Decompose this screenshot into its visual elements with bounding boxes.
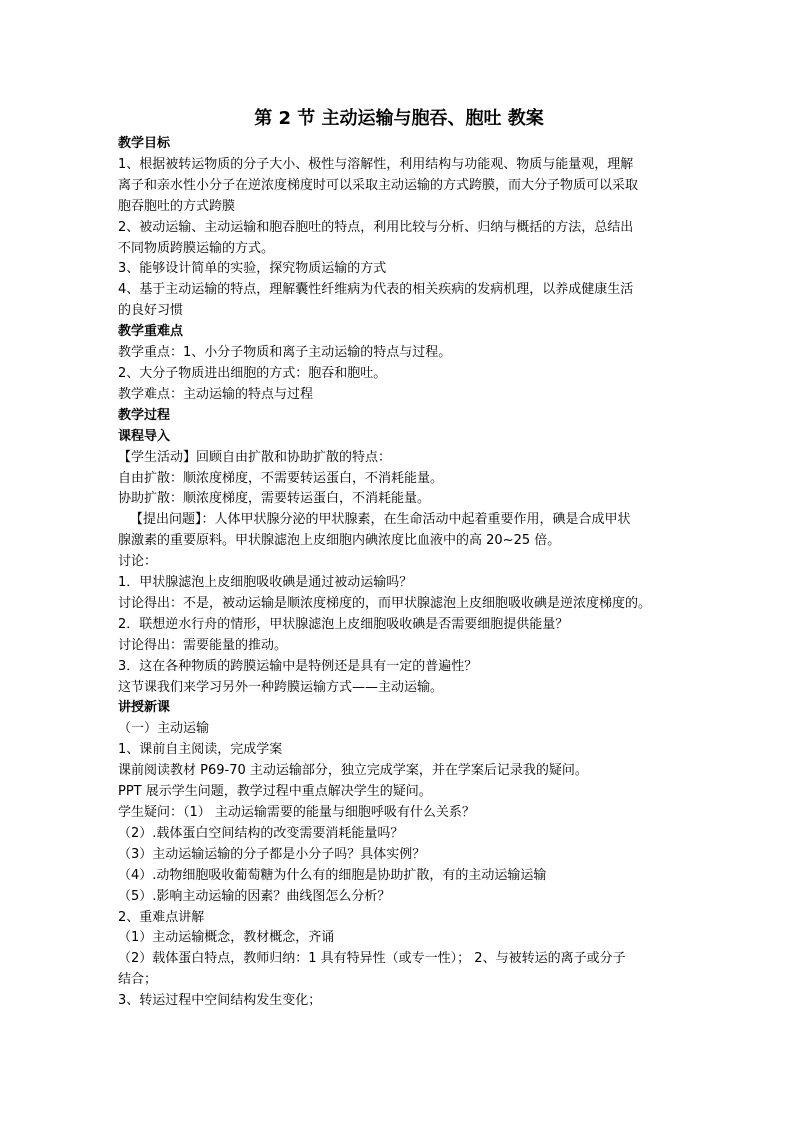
- student-question-3: （3）主动运输运输的分子都是小分子吗？具体实例？: [118, 846, 426, 862]
- discussion-label: 讨论：: [118, 554, 158, 570]
- question-line-2: 腺激素的重要原料。甲状腺滤泡上皮细胞内碘浓度比血液中的高 20~25 倍。: [118, 533, 561, 549]
- subsection-active-transport: （一）主动运输: [118, 721, 210, 737]
- carrier-protein-line-1: （2）载体蛋白特点，教师归纳：1 具有特异性（或专一性）； 2、与被转运的离子或分子: [118, 951, 626, 967]
- keypoint-2: 2、大分子物质进出细胞的方式：胞吞和胞吐。: [118, 365, 387, 381]
- carrier-protein-line-2: 结合；: [118, 972, 158, 988]
- discussion-1-result: 讨论得出：不是，被动运输是顺浓度梯度的，而甲状腺滤泡上皮细胞吸收碘是逆浓度梯度的。: [118, 595, 652, 611]
- ppt-display: PPT 展示学生问题，教学过程中重点解决学生的疑问。: [118, 784, 432, 800]
- student-question-4: （4）.动物细胞吸收葡萄糖为什么有的细胞是协助扩散，有的主动运输运输: [118, 867, 547, 883]
- concept-point: （1）主动运输概念，教材概念，齐诵: [118, 930, 335, 946]
- goal-4-line-2: 的良好习惯: [118, 303, 184, 319]
- goal-1-line-3: 胞吞胞吐的方式跨膜: [118, 198, 236, 214]
- discussion-2: 2．联想逆水行舟的情形，甲状腺滤泡上皮细胞吸收碘是否需要细胞提供能量？: [118, 616, 569, 632]
- question-line-1: 【提出问题】：人体甲状腺分泌的甲状腺素，在生命活动中起着重要作用，碘是合成甲状: [130, 512, 631, 528]
- section-heading-process: 教学过程: [118, 407, 171, 423]
- discussion-1: 1．甲状腺滤泡上皮细胞吸收碘是通过被动运输吗？: [118, 575, 413, 591]
- student-question-2: （2）.载体蛋白空间结构的改变需要消耗能量吗？: [118, 825, 404, 841]
- goal-2-line-1: 2、被动运输、主动运输和胞吞胞吐的特点，利用比较与分析、归纳与概括的方法，总结出: [118, 219, 634, 235]
- difficulty: 教学难点：主动运输的特点与过程: [118, 386, 314, 402]
- discussion-2-result: 讨论得出：需要能量的推动。: [118, 637, 288, 653]
- goal-2-line-2: 不同物质跨膜运输的方式。: [118, 240, 275, 256]
- section-heading-new-lesson: 讲授新课: [118, 700, 171, 716]
- step-1: 1、课前自主阅读，完成学案: [118, 742, 283, 758]
- document-title: 第 2 节 主动运输与胞吞、胞吐 教案: [254, 108, 544, 129]
- student-activity: 【学生活动】回顾自由扩散和协助扩散的特点：: [118, 449, 392, 465]
- student-question-5: （5）.影响主动运输的因素？曲线图怎么分析？: [118, 888, 391, 904]
- goal-4-line-1: 4、基于主动运输的特点，理解囊性纤维病为代表的相关疾病的发病机理，以养成健康生活: [118, 282, 634, 298]
- pre-reading: 课前阅读教材 P69-70 主动运输部分，独立完成学案，并在学案后记录我的疑问。: [118, 763, 588, 779]
- facilitated-diffusion: 协助扩散：顺浓度梯度，需要转运蛋白，不消耗能量。: [118, 491, 431, 507]
- student-question-1: 学生疑问：（1） 主动运输需要的能量与细胞呼吸有什么关系？: [118, 805, 475, 820]
- discussion-conclusion: 这节课我们来学习另外一种跨膜运输方式——主动运输。: [118, 679, 444, 695]
- keypoint-1: 教学重点：1、小分子物质和离子主动运输的特点与过程。: [118, 345, 452, 361]
- goal-1-line-1: 1、根据被转运物质的分子大小、极性与溶解性，利用结构与功能观、物质与能量观，理解: [118, 156, 634, 172]
- goal-3: 3、能够设计简单的实验，探究物质运输的方式: [118, 261, 387, 277]
- step-2: 2、重难点讲解: [118, 909, 205, 925]
- goal-1-line-2: 离子和亲水性小分子在逆浓度梯度时可以采取主动运输的方式跨膜，而大分子物质可以采取: [118, 177, 639, 193]
- free-diffusion: 自由扩散：顺浓度梯度，不需要转运蛋白，不消耗能量。: [118, 470, 444, 486]
- conformation-change: 3、转运过程中空间结构发生变化；: [118, 993, 322, 1009]
- section-heading-intro: 课程导入: [118, 428, 171, 444]
- section-heading-goals: 教学目标: [118, 136, 171, 151]
- lesson-plan-page: [118, 104, 680, 1012]
- discussion-3: 3．这在各种物质的跨膜运输中是特例还是具有一定的普遍性？: [118, 658, 478, 674]
- section-heading-keypoints: 教学重难点: [118, 324, 184, 340]
